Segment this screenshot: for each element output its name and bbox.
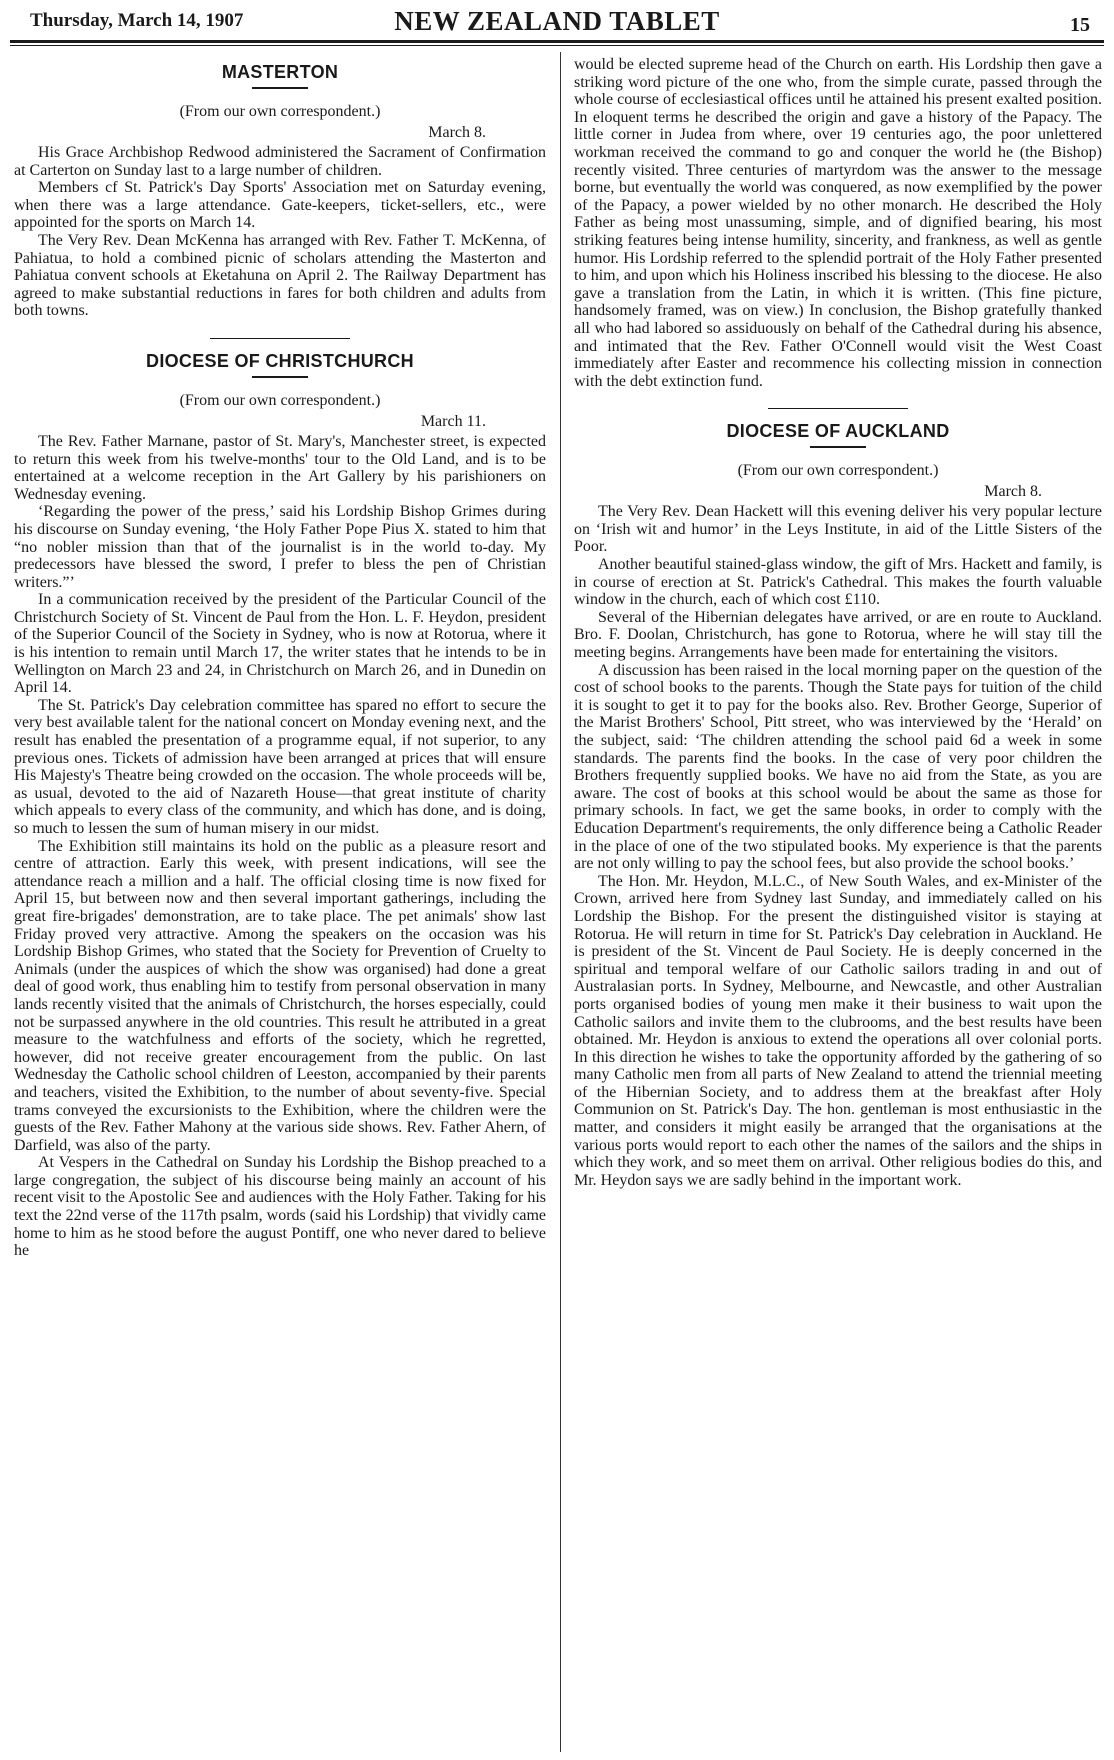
article-heading: DIOCESE OF AUCKLAND: [726, 421, 950, 442]
article-christchurch: [14, 351, 546, 1260]
paragraph: The Very Rev. Dean McKenna has arranged with Rev. Father T. McKenna, of Pahiatua, to hold a combined picnic of scholars attending the Masterton and Pahiatua convent schools at Eketahuna on April 2. The Railway Department has agreed to make substantial reductions in fares for both children and adults from both towns.: [14, 231, 546, 320]
page-number: 15: [1070, 14, 1090, 36]
paragraph: His Grace Archbishop Redwood administered the Sacrament of Confirmation at Carterton on Sunday last to a large number of children.: [14, 144, 546, 179]
paragraph: A discussion has been raised in the local morning paper on the question of the cost of school books to the parents. Though the State pays for tuition of the child it is sought to get it to pay for the books also. Rev. Brother George, Superior of the Marist Brothers' School, Pitt street, who was interviewed by the ‘Herald’ on the subject, said: ‘The children attending the school paid 6d a week in some standards. The parents find the books. In the case of very poor children the Brothers frequently supplied books. We have no aid from the State, as you are aware. The cost of books at this school would be about the same as those for primary schools. In fact, we get the same books, in order to comply with the Education Department's requirements, the only difference being a Catholic Reader in the place of one of the two stipulated books. My experience is that the parents are not only willing to pay the school fees, but also provide the school books.’: [574, 661, 1102, 873]
paragraph: The Exhibition still maintains its hold on the public as a pleasure resort and centre of attraction. Early this week, with present indications, will see the attendance reach a million and a half. The official closing time is now fixed for April 15, but between now and then several important gatherings, including the great fire-brigades' demonstration, are to take place. The pet animals' show last Friday proved very attractive. Among the speakers on the occasion was his Lordship Bishop Grimes, who stated that the Society for Prevention of Cruelty to Animals (under the auspices of which the show was organised) had done a great deal of good work, thus enabling him to testify from personal observation in many lands recently visited that the animals of Christchurch, the horses especially, could not be surpassed anywhere in the old countries. This result he attributed in a great measure to the watchfulness and efforts of the society, which he regretted, however, did not receive greater encouragement from the public. On last Wednesday the Catholic school children of Leeston, accompanied by their parents and teachers, visited the Exhibition, to the number of about seventy-five. Special trams conveyed the excursionists to the Exhibition, where the children were the guests of the Rev. Father Mahony at the various side shows. Rev. Father Ahern, of Darfield, was also of the party.: [14, 837, 546, 1154]
right-column: [574, 56, 1102, 1752]
paragraph: would be elected supreme head of the Church on earth. His Lordship then gave a striking word picture of the one who, from the simple curate, passed through the whole course of ecclesiastical offices until he attained his present exalted position. In eloquent terms he described the origin and gave a history of the Papacy. The little corner in Judea from where, over 19 centuries ago, the poor unlettered workman received the command to go and conquer the world he (the Bishop) recently visited. Three centuries of martyrdom was the answer to the message borne, but eventually the world was conquered, as now exemplified by the power of the Papacy, a power wielded by no other monarch. He described the Holy Father as being most unassuming, simple, and of dignified bearing, his most striking features being intense humility, sincerity, and frankness, as well as gentle humor. His Lordship referred to the splendid portrait of the Holy Father presented to him, and upon which his Holiness inscribed his blessing to the diocese. He also gave a translation from the Latin, in which it is written. (This fine picture, handsomely framed, was on view.) In conclusion, the Bishop gratefully thanked all who had labored so assiduously on behalf of the Cathedral during his absence, and intimated that the Rev. Father O'Connell would visit the West Coast immediately after Easter and recommence his collecting mission in connection with the debt extinction fund.: [574, 56, 1102, 390]
issue-date: Thursday, March 14, 1907: [30, 10, 244, 31]
heading-rule: [810, 446, 866, 448]
paragraph: Members cf St. Patrick's Day Sports' Association met on Saturday evening, when there was a large attendance. Gate-keepers, ticket-sellers, etc., were appointed for the sports on March 14.: [14, 179, 546, 232]
section-rule: [768, 408, 908, 409]
paragraph: The Very Rev. Dean Hackett will this evening deliver his very popular lecture on ‘Irish wit and humor’ in the Leys Institute, in aid of the Little Sisters of the Poor.: [574, 503, 1102, 556]
paragraph: The Rev. Father Marnane, pastor of St. Mary's, Manchester street, is expected to return this week from his twelve-months' tour to the Old Land, and is to be entertained at a welcome reception in the Art Gallery by his parishioners on Wednesday evening.: [14, 432, 546, 503]
masthead-rule-thin: [10, 45, 1104, 46]
dateline: March 11.: [420, 412, 486, 430]
paragraph: The St. Patrick's Day celebration committee has spared no effort to secure the very best available talent for the national concert on Monday evening next, and the result has enabled the presentation of a programme equal, if not superior, to any previous ones. Tickets of admission have been arranged at prices that will ensure His Majesty's Theatre being crowded on the occasion. The whole proceeds will be, as usual, devoted to the aid of Nazareth House—that great institute of charity which appeals to every class of the community, and which has done, and is doing, so much to lessen the sum of human misery in our midst.: [14, 696, 546, 837]
paragraph: Another beautiful stained-glass window, the gift of Mrs. Hackett and family, is in course of erection at St. Patrick's Cathedral. This makes the fourth valuable window in the church, each of which cost £110.: [574, 556, 1102, 609]
section-rule: [210, 338, 350, 339]
column-divider: [560, 52, 561, 1752]
article-heading: MASTERTON: [221, 62, 339, 82]
article-christchurch-continued: [574, 56, 1102, 390]
masthead: [10, 6, 1104, 38]
article-masterton: [14, 62, 546, 320]
heading-rule: [252, 376, 308, 378]
dateline: March 8.: [984, 483, 1042, 501]
paragraph: The Hon. Mr. Heydon, M.L.C., of New South Wales, and ex-Minister of the Crown, arrived here from Sydney last Sunday, and immediately called on his Lordship the Bishop. For the present the distinguished visitor is staying at Rotorua. He will return in time for St. Patrick's Day celebration in Auckland. He is president of the St. Vincent de Paul Society. He is deeply concerned in the spiritual and temporal welfare of our Catholic sailors trading in and out of Australasian ports. In Sydney, Melbourne, and Newcastle, and other Australian ports organised bodies of young men make it their business to wait upon the Catholic sailors and invite them to the clubrooms, and the best results have been obtained. Mr. Heydon is anxious to extend the operations all over colonial ports. In this direction he wishes to take the opportunity afforded by the gathering of so many Catholic men from all parts of New Zealand to attend the triennial meeting of the Hibernian Society, and to address them at the breakfast after Holy Communion on St. Patrick's Day. The hon. gentleman is most enthusiastic in the matter, and considers it might easily be arranged that the organisations at the various ports would report to each other the names of the sailors and the ships in which they work, and so meet them on arrival. Other religious bodies do this, and Mr. Heydon says we are sadly behind in the important work.: [574, 872, 1102, 1189]
article-auckland: [574, 421, 1102, 1189]
masthead-rule: [10, 40, 1104, 43]
correspondent-line: (From our own correspondent.): [737, 462, 939, 480]
left-column: [14, 56, 546, 1752]
dateline: March 8.: [428, 124, 486, 141]
article-heading: DIOCESE OF CHRISTCHURCH: [146, 350, 414, 371]
newspaper-title: NEW ZEALAND TABLET: [394, 6, 720, 36]
heading-rule: [252, 87, 308, 89]
paragraph: At Vespers in the Cathedral on Sunday his Lordship the Bishop preached to a large congregation, the subject of his discourse being mainly an account of his recent visit to the Apostolic See and audiences with the Holy Father. Taking for his text the 22nd verse of the 117th psalm, words (said his Lordship) that vividly came home to him as he stood before the august Pontiff, one who never dared to believe he: [14, 1154, 546, 1260]
paragraph: Several of the Hibernian delegates have arrived, or are en route to Auckland. Bro. F. Doolan, Christchurch, has gone to Rotorua, where he will stay till the meeting begins. Arrangements have been made for entertaining the visitors.: [574, 608, 1102, 662]
correspondent-line: (From our own correspondent.): [179, 103, 381, 120]
paragraph: In a communication received by the president of the Particular Council of the Christchurch Society of St. Vincent de Paul from the Hon. L. F. Heydon, president of the Superior Council of the Society in Sydney, who is now at Rotorua, where it is his intention to remain until March 17, the writer states that he intends to be in Wellington on March 23 and 24, in Christchurch on March 26, and in Dunedin on April 14.: [14, 591, 546, 697]
paragraph: ‘Regarding the power of the press,’ said his Lordship Bishop Grimes during his discourse on Sunday evening, ‘the Holy Father Pope Pius X. stated to him that “no nobler mission than that of the journalist is in the world to-day. My predecessors have blessed the sword, I prefer to bless the pen of Christian writers.”’: [14, 503, 546, 591]
correspondent-line: (From our own correspondent.): [179, 391, 381, 409]
